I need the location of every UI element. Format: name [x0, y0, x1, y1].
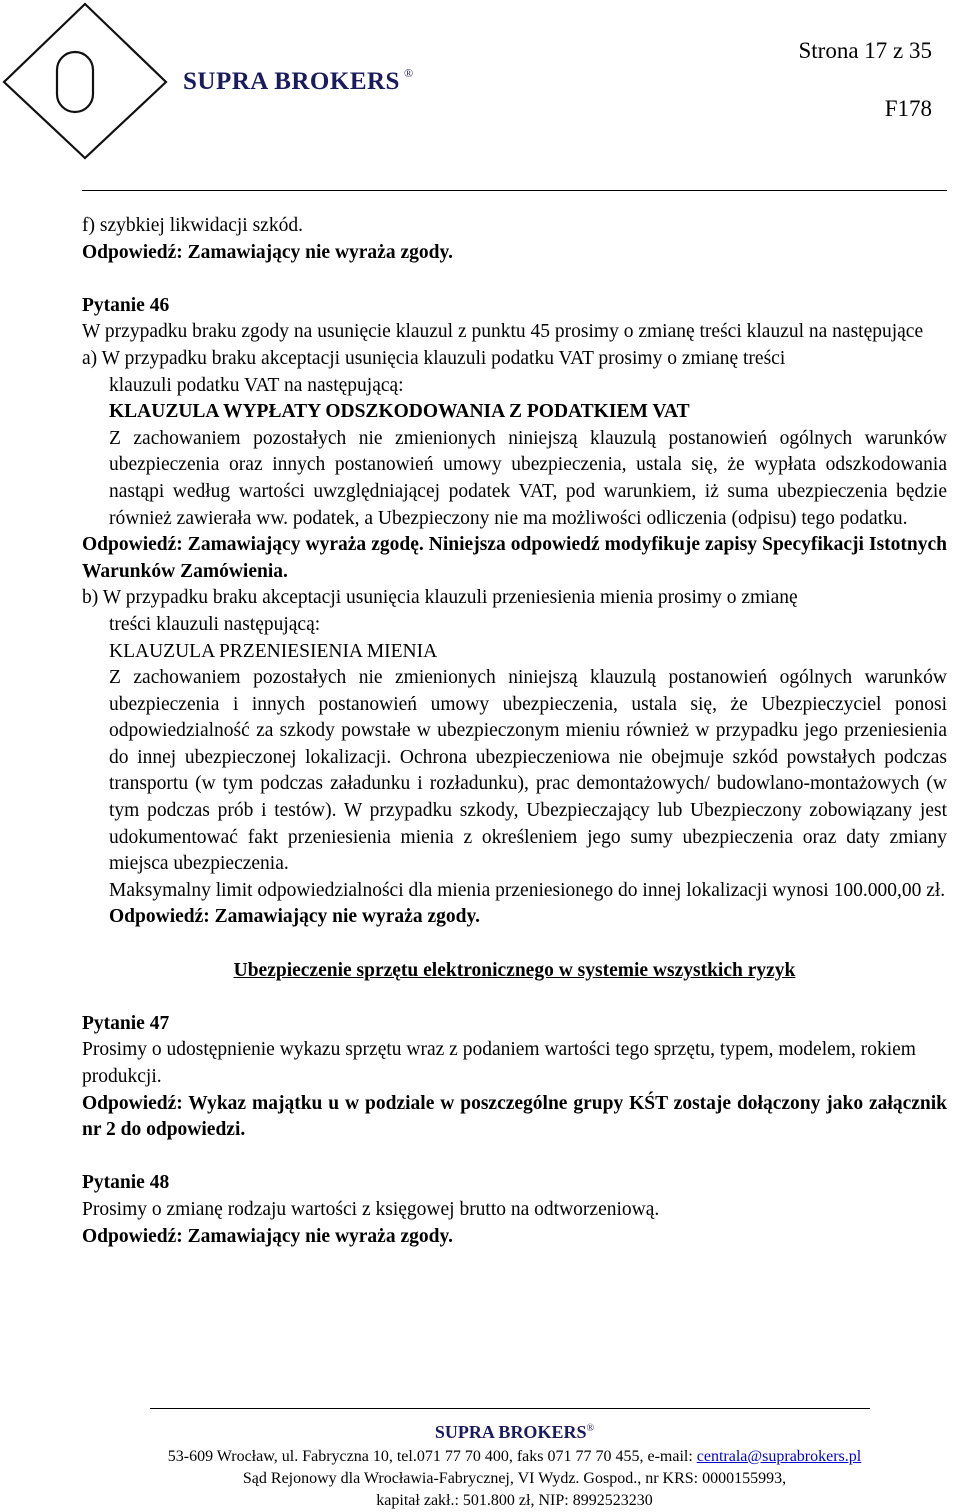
header-brand: SUPRA BROKERS ® — [183, 66, 414, 95]
footer-divider — [150, 1408, 870, 1409]
document-body — [82, 213, 947, 1250]
clause-vat-title: KLAUZULA WYPŁATY ODSZKODOWANIA Z PODATKIEM VAT — [109, 401, 690, 423]
question-46-text: W przypadku braku zgody na usunięcie klauzul z punktu 45 prosimy o zmianę treści klauzul na następujące — [82, 321, 924, 343]
question-47-text: Prosimy o udostępnienie wykazu sprzętu wraz z podaniem wartości tego sprzętu, typem, modelem, rokiem produkcji. — [82, 1039, 916, 1087]
document-code: F178 — [884, 96, 932, 121]
answer-47: Odpowiedź: Wykaz majątku u w podziale w poszczególne grupy KŚT zostaje dołączony jako załącznik nr 2 do odpowiedzi. — [82, 1092, 947, 1141]
footer-address: 53-609 Wrocław, ul. Fabryczna 10, tel.071 77 70 400, faks 071 77 70 455, e-mail: centrala@suprabrokers.pl — [167, 1448, 862, 1465]
clause-transfer-limit: Maksymalny limit odpowiedzialności dla mienia przeniesionego do innej lokalizacji wynosi 100.000,00 zł. — [109, 879, 946, 901]
clause-transfer-text: Z zachowaniem pozostałych nie zmienionych niniejszą klauzulą postanowień ogólnych warunków ubezpieczenia i innych postanowień umowy ubezpieczenia, ustala się, że Ubezpieczyciel ponosi odpowiedzialność za szkody powstałe w ubezpieczonym mieniu również w przypadku jego przeniesienia do innej ubezpieczonej lokalizacji. Ochrona ubezpieczeniowa nie obejmuje szkód powstałych podczas transportu (w tym podczas załadunku i rozładunku), prac demontażowych/ budowlano-montażowych (w tym podczas prób i testów). W przypadku szkody, Ubezpieczający lub Ubezpieczony zobowiązany jest udokumentować fakt przeniesienia mienia z określeniem jego sumy ubezpieczenia oraz daty zmiany miejsca ubezpieczenia. — [109, 667, 947, 875]
question-48-title: Pytanie 48 — [82, 1172, 170, 1194]
footer-court-registry: Sąd Rejonowy dla Wrocławia-Fabrycznej, VI Wydz. Gospod., nr KRS: 0000155993, — [242, 1470, 787, 1487]
clause-vat-text: Z zachowaniem pozostałych nie zmienionych niniejszą klauzulą postanowień ogólnych warunków ubezpieczenia oraz innych postanowień umowy ubezpieczenia, ustala się, że wypłata odszkodowania nastąpi według wartości uwzględniającej podatek VAT, pod warunkiem, iż suma ubezpieczenia będzie również zawierała ww. podatek, a Ubezpieczony nie ma możliwości odliczenia (odpisu) tego podatku. — [109, 427, 947, 529]
footer-brand: SUPRA BROKERS® — [434, 1422, 595, 1442]
section-heading: Ubezpieczenie sprzętu elektronicznego w systemie wszystkich ryzyk — [233, 959, 796, 981]
footer-capital: kapitał zakł.: 501.800 zł, NIP: 8992523230 — [376, 1492, 653, 1509]
question-48-text: Prosimy o zmianę rodzaju wartości z księgowej brutto na odtworzeniową. — [82, 1198, 660, 1220]
footer-email-link[interactable]: centrala@suprabrokers.pl — [696, 1448, 862, 1465]
answer-48: Odpowiedź: Zamawiający nie wyraża zgody. — [82, 1225, 454, 1247]
question-46b-intro-cont: treści klauzuli następującą: — [109, 613, 321, 635]
question-47-title: Pytanie 47 — [82, 1012, 170, 1034]
question-46b-intro: b) W przypadku braku akceptacji usunięcia klauzuli przeniesienia mienia prosimy o zmianę — [82, 587, 798, 609]
answer-45: Odpowiedź: Zamawiający nie wyraża zgody. — [82, 241, 454, 263]
question-46-title: Pytanie 46 — [82, 294, 170, 316]
question-46a-intro-cont: klauzuli podatku VAT na następującą: — [109, 374, 404, 396]
page-number: Strona 17 z 35 — [798, 38, 932, 63]
footer-contact — [82, 1446, 947, 1512]
answer-46b: Odpowiedź: Zamawiający nie wyraża zgody. — [109, 906, 481, 928]
item-f: f) szybkiej likwidacji szkód. — [82, 215, 303, 236]
header-divider — [82, 190, 947, 191]
company-logo-icon — [0, 0, 170, 160]
clause-transfer-title: KLAUZULA PRZENIESIENIA MIENIA — [109, 640, 438, 662]
question-46a-intro: a) W przypadku braku akceptacji usunięcia klauzuli podatku VAT prosimy o zmianę treści — [82, 347, 786, 369]
answer-46a: Odpowiedź: Zamawiający wyraża zgodę. Niniejsza odpowiedź modyfikuje zapisy Specyfikacji Istotnych Warunków Zamówienia. — [82, 534, 947, 582]
